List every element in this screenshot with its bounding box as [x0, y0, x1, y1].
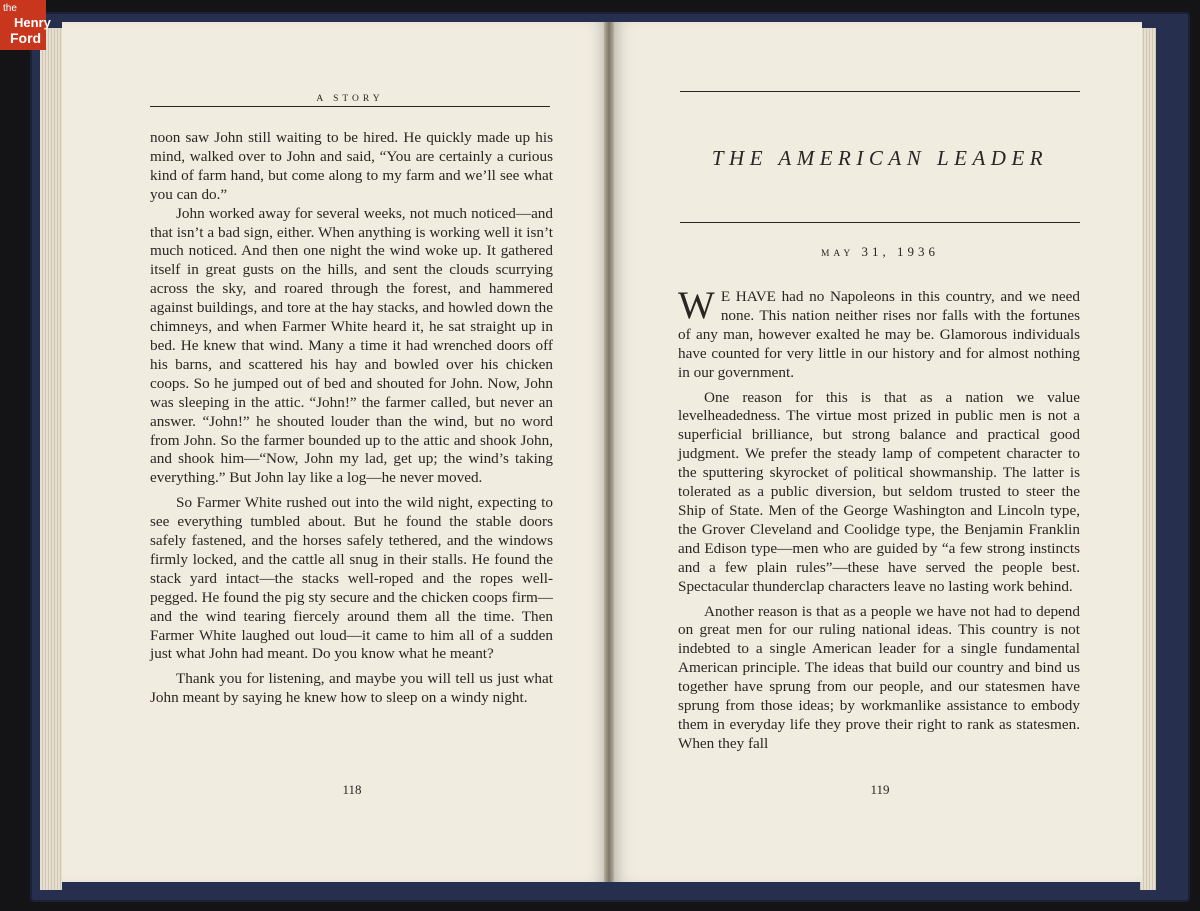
opening-text: had no Napoleons in this country, and we need none. This nation neither rises nor falls with the fortunes of any man, however exalted he may be. Glamorous individuals have counted for very little in our history and for almost nothing in our government.: [678, 288, 1080, 381]
drop-cap: W: [678, 284, 715, 327]
logo-line-1: Henry: [14, 15, 51, 30]
logo-small-text: the: [3, 3, 17, 14]
chapter-date: [680, 244, 1080, 260]
paragraph: So Farmer White rushed out into the wild night, expecting to see everything tumbled about. But he found the stable doors safely fastened, and the horses safely tethered, and the windows firmly locked, and the cattle all snug in their stalls. He found the stack yard intact—the stacks well-roped and the ropes well-pegged. He found the pig sty secure and the chicken coops firm—and the wind tearing fiercely around them all the time. Then Farmer White laughed out loud—it came to him all of a sudden just what John had meant. Do you know what he meant?: [150, 494, 553, 663]
page-edges-right: [1140, 28, 1156, 890]
page-edges-left: [40, 28, 62, 890]
opening-words: E HAVE: [720, 288, 776, 305]
left-page: [62, 22, 608, 882]
logo-line-2: Ford: [10, 30, 42, 46]
henry-ford-logo: [0, 0, 51, 50]
page-number: 118: [342, 782, 362, 797]
running-head: A STORY: [316, 94, 384, 104]
paragraph: noon saw John still waiting to be hired. He quickly made up his mind, walked over to John and said, “You are certainly a curious kind of farm hand, but come along to my farm and we’ll see what you can do.”: [150, 129, 553, 203]
paragraph: One reason for this is that as a nation we value levelheadedness. The virtue most prized in public men is not a superficial brilliance, but strong balance and practical good judgment. We prefer the steady lamp of competent character to the sputtering skyrocket of political showmanship. The latter is tolerated as a public diversion, but seldom trusted to steer the Ship of State. Men of the George Washington and Lincoln type, the Grover Cleveland and Coolidge type, the Benjamin Franklin and Edison type—men who are guided by “a few strong instincts and a few plain rules”—these have served the people best. Spectacular thunderclap characters leave no lasting work behind.: [678, 388, 1080, 595]
paragraph: Thank you for listening, and maybe you will tell us just what John meant by saying he knew how to sleep on a windy night.: [150, 670, 553, 707]
book-gutter: [604, 22, 614, 882]
left-body-text: [150, 129, 553, 708]
date-day-year: 31, 1936: [861, 244, 940, 259]
running-head-rule: [150, 106, 550, 107]
paragraph: Another reason is that as a people we have not had to depend on great men for our ruling national ideas. This country is not indebted to a single American leader for a single fundamental American principle. The ideas that build our country and bind us together have sprung from our people, and our statesmen have sprung from those ideas; by workmanlike assistance to embody them in everyday life they prove their right to rank as statesmen. When they fall: [678, 602, 1080, 752]
page-number: 119: [870, 782, 890, 797]
paragraph: John worked away for several weeks, not much noticed—and that isn’t a bad sign, either. When anything is working well it isn’t much noticed. And then one night the wind woke up. It gathered itself in great gusts on the hills, and sent the clouds scurrying across the sky, and roared through the forest, and hammered against buildings, and tore at the hay stacks, and howled down the chimneys, and when Farmer White heard it, he sat straight up in bed. He knew that wind. Many a time it had wrenched doors off his barns, and scattered his hay and bowled over his chicken coops. So he jumped out of bed and shouted for John. Now, John was sleeping in the attic. “John!” the farmer called, but never an answer. “John!” he shouted louder than the wind, but no word from John. So the farmer bounded up to the attic and shook John, and shook him—“Now, John my lad, get up; the wind’s taking everything.” But John lay like a log—he never moved.: [150, 204, 553, 487]
chapter-title: THE AMERICAN LEADER: [711, 146, 1049, 170]
top-rule: [680, 91, 1080, 92]
title-rule: [680, 222, 1080, 223]
opening-paragraph: [678, 284, 1080, 383]
date-month: MAY: [820, 249, 855, 259]
right-body-text: [678, 284, 1080, 754]
right-page: [612, 22, 1142, 882]
